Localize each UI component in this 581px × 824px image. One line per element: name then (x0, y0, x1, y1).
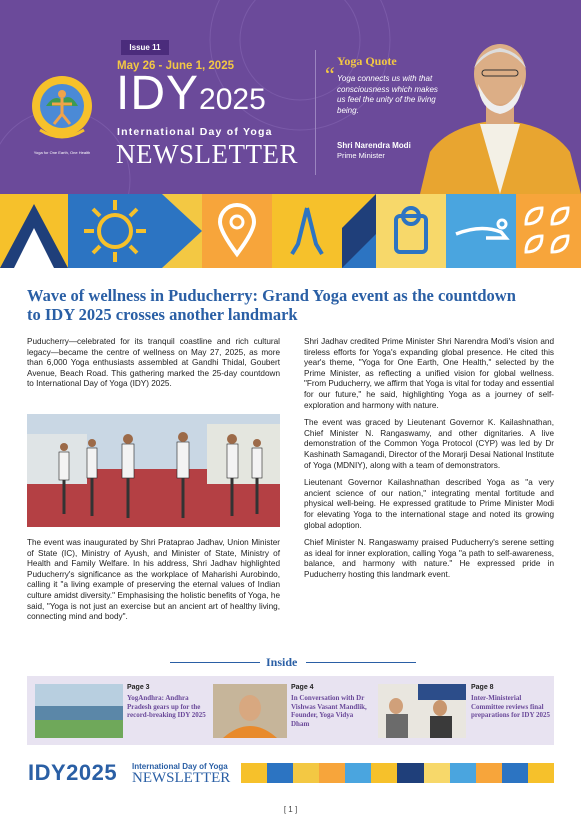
decorative-tile-band (0, 194, 581, 268)
tile-namaste-icon (272, 194, 342, 268)
tile-location-icon (202, 194, 272, 268)
article-paragraph: Chief Minister N. Rangaswamy praised Puducherry's serene setting as ideal for inner exploration, calling Yoga "a path to self-awareness, balance, and harmony with nature." He expressed pride in Puducherry hosting this landmark event. (304, 538, 554, 579)
footer-subtitle: International Day of Yoga (132, 762, 228, 771)
card-page[interactable]: Page 4 (291, 684, 314, 691)
right-column (304, 337, 554, 587)
article-paragraph: Lieutenant Governor Kailashnathan described Yoga as "a very ancient science of our nation," integrating mental fortitude and physical well-being. He expressed gratitude to Prime Minister Modi for elevating Yoga to the international stage and noted its growing global adoption. (304, 478, 554, 530)
newsletter-title: NEWSLETTER (116, 139, 298, 169)
inside-rule-right (306, 662, 416, 663)
left-column-top (27, 337, 280, 397)
idy-text: IDY (116, 67, 200, 120)
tile-mat-icon (376, 194, 446, 268)
tile-leaves-icon (516, 194, 581, 268)
card-title-link[interactable]: Inter-Ministerial Committee reviews final preparations for IDY 2025 (471, 694, 551, 720)
idy-logo-icon (26, 68, 98, 156)
idy-year: 2025 (199, 83, 266, 116)
logo-caption: Yoga for One Earth, One Health (33, 150, 91, 155)
idy-subtitle: International Day of Yoga (117, 126, 273, 138)
quote-author: Shri Narendra Modi (337, 141, 411, 150)
inside-rule-left (170, 662, 260, 663)
article-headline: Wave of wellness in Puducherry: Grand Yoga event as the countdown to IDY 2025 crosses another landmark (27, 286, 516, 324)
tile-dots (162, 194, 202, 268)
quote-author-role: Prime Minister (337, 151, 385, 160)
issue-dates: May 26 - June 1, 2025 (117, 60, 234, 72)
quote-text: Yoga connects us with that consciousness which makes us feel the unity of the living being. (337, 74, 438, 115)
card-page[interactable]: Page 3 (127, 684, 150, 691)
card-title-link[interactable]: YogAndhra: Andhra Pradesh gears up for the record-breaking IDY 2025 (127, 694, 206, 720)
article-paragraph: Shri Jadhav credited Prime Minister Shri Narendra Modi's vision and tireless efforts for Yoga's expanding global presence. He cited this year's theme, "Yoga for One Earth, One Health," selected by the Prime Minister, as reflecting a unified vision for global wellness. "From Puducherry, we affirm that Yoga is vital for today and essential for our future," he said, highlighting Yoga as a journey of self-exploration and harmony with nature. (304, 337, 554, 410)
tile-sun-icon (68, 194, 162, 268)
inside-label: Inside (266, 655, 298, 669)
card-page[interactable]: Page 8 (471, 684, 494, 691)
masthead (0, 0, 581, 194)
footer-logo: IDY2025 (28, 760, 118, 785)
tile-triangle (0, 194, 68, 268)
article-paragraph: Puducherry—celebrated for its tranquil coastline and rich cultural legacy—became the centre of wellness on May 27, 2025, as more than 6,000 Yoga enthusiasts assembled at Gandhi Thidal, Goubert Avenue, Beach Road. This gathering marked the 25-day countdown to International Day of Yoga (IDY) 2025. (27, 337, 280, 389)
left-column-bottom (27, 538, 280, 630)
article-paragraph: The event was inaugurated by Shri Prataprao Jadhav, Union Minister of State (IC), Ministry of Ayush, and Minister of State, Ministry of Health and Family Welfare. In his address, Shri Jadhav highlighted Puducherry's significance as the workplace of Maharishi Aurobindo, calling it "a living example of preserving the eternal values of Indian culture amidst diversity." Emphasising the holistic benefits of Yoga, he said, "Yoga is not just an exercise but an ancient art of healthy living, connecting mind and body". (27, 538, 280, 622)
card-thumb-meeting (378, 684, 466, 738)
portrait-image (420, 32, 581, 194)
card-thumb-beach (35, 684, 123, 738)
page-number: [ 1 ] (283, 805, 298, 814)
header-divider (315, 50, 316, 175)
card-thumb-portrait (213, 684, 287, 738)
tile-mudra-icon (446, 194, 516, 268)
card-title-link[interactable]: In Conversation with Dr Vishwas Vasant Mandlik, Founder, Yoga Vidya Dham (291, 694, 367, 728)
issue-badge: Issue 11 (121, 40, 169, 55)
quote-mark-icon: “ (325, 62, 335, 87)
article-paragraph: The event was graced by Lieutenant Governor K. Kailashnathan, Chief Minister N. Rangaswamy, and other dignitaries. A live demonstration of the Common Yoga Protocol (CYP) was led by Dr Kashinath Samagandi, Director of the Morarji Desai National Institute of Yoga (MDNIY), along with a team of demonstrators. (304, 418, 554, 470)
idy-title (116, 67, 266, 124)
quote-title: Yoga Quote (337, 54, 397, 68)
tile-triangles (342, 194, 376, 268)
footer-newsletter: NEWSLETTER (132, 770, 231, 786)
footer-tile-strip (241, 763, 554, 783)
yoga-event-photo (27, 414, 280, 527)
